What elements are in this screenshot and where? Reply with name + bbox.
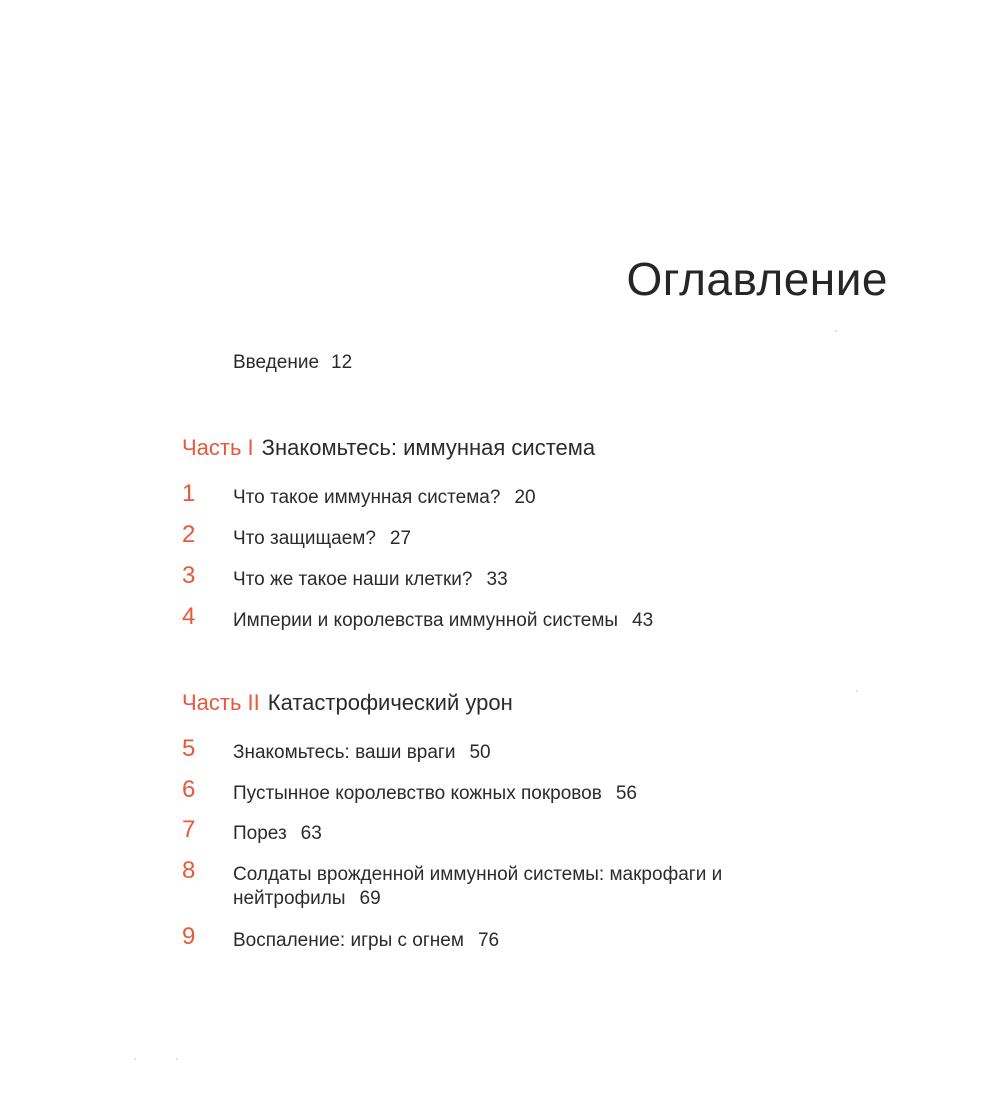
chapter-line (233, 527, 753, 551)
part-title: Катастрофический урон (267, 690, 513, 715)
chapter-number: 4 (182, 603, 196, 630)
part-heading-1 (182, 435, 595, 461)
intro-page-number: 12 (331, 352, 353, 373)
chapter-title: Порез (233, 823, 287, 844)
chapter-number: 3 (182, 562, 196, 589)
chapter-number: 5 (182, 735, 196, 762)
chapter-title: Пустынное королевство кожных покровов (233, 783, 602, 804)
chapter-number: 1 (182, 480, 196, 507)
part-label: Часть I (182, 435, 254, 460)
chapter-title: Что же такое наши клетки? (233, 569, 473, 590)
chapter-page-number: 33 (486, 569, 508, 590)
chapter-page-number: 50 (469, 742, 491, 763)
chapter-title: Солдаты врожденной иммунной системы: макрофаги и нейтрофилы (233, 864, 723, 909)
scan-speck (856, 690, 858, 692)
scan-speck (134, 1058, 136, 1060)
part-title: Знакомьтесь: иммунная система (261, 435, 596, 460)
chapter-line (233, 741, 753, 765)
chapter-title: Воспаление: игры с огнем (233, 930, 464, 951)
chapter-page-number: 63 (300, 823, 322, 844)
chapter-page-number: 20 (514, 487, 536, 508)
part-label: Часть II (182, 690, 260, 715)
scan-speck (176, 1058, 178, 1060)
chapter-number: 9 (182, 923, 196, 950)
chapter-page-number: 43 (632, 610, 654, 631)
toc-entry-intro[interactable] (233, 352, 352, 374)
chapter-page-number: 56 (615, 783, 637, 804)
chapter-page-number: 76 (477, 930, 500, 951)
chapter-line (233, 486, 753, 510)
chapter-line (233, 863, 733, 911)
chapter-number: 7 (182, 816, 196, 843)
intro-title: Введение (233, 352, 320, 373)
chapter-page-number: 69 (359, 888, 381, 909)
part-heading-2 (182, 690, 513, 716)
chapter-number: 8 (182, 857, 196, 884)
chapter-number: 2 (182, 521, 196, 548)
chapter-title: Что такое иммунная система? (233, 487, 501, 508)
chapter-title: Знакомьтесь: ваши враги (233, 742, 456, 763)
chapter-line (233, 609, 753, 633)
chapter-line (233, 568, 753, 592)
chapter-line (233, 822, 753, 846)
chapter-title: Империи и королевства иммунной системы (233, 610, 619, 631)
chapter-line (233, 782, 753, 806)
chapter-number: 6 (182, 776, 196, 803)
chapter-line (233, 929, 753, 953)
page-title: Оглавление (626, 253, 888, 305)
chapter-page-number: 27 (389, 528, 412, 549)
chapter-title: Что защищаем? (233, 528, 376, 549)
scan-speck (835, 330, 837, 332)
